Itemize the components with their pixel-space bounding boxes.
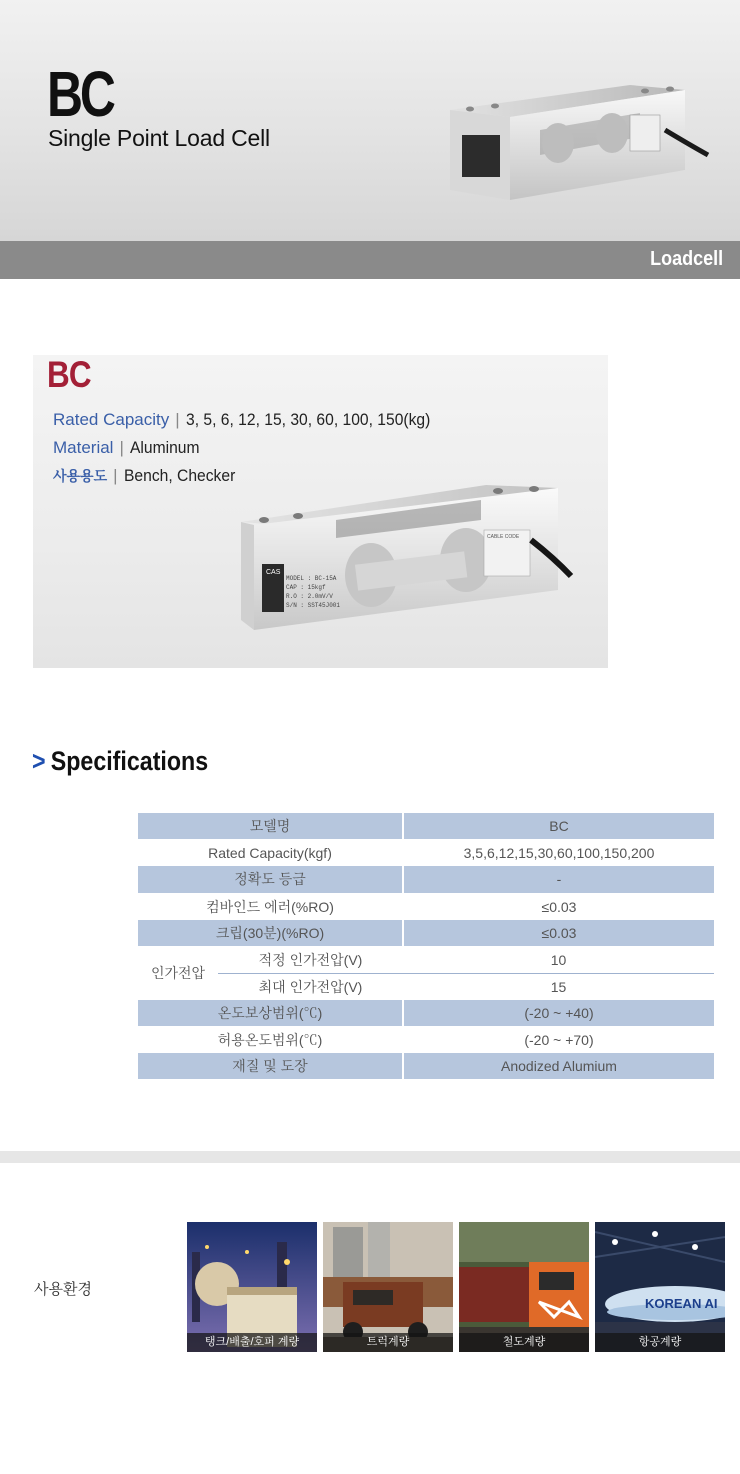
spec-capacity-value: 3, 5, 6, 12, 15, 30, 60, 100, 150(kg)	[185, 410, 430, 429]
table-row	[138, 973, 714, 1000]
product-title: BC	[47, 354, 91, 395]
table-row	[138, 1000, 714, 1027]
table-cell-group-label: 인가전압	[150, 965, 206, 982]
table-cell-value: ≤0.03	[403, 920, 714, 947]
table-cell-value: 15	[550, 978, 567, 995]
header-title: BC	[47, 58, 113, 130]
label-plate-line-2: CAP : 15kgf	[286, 584, 326, 591]
table-cell-value: ≤0.03	[541, 898, 577, 915]
tank-photo	[187, 1222, 317, 1352]
specifications-heading-text: Specifications	[50, 746, 209, 776]
label-plate-cable-code: CABLE CODE	[487, 534, 520, 540]
railway-photo-caption: 철도계량	[459, 1333, 589, 1352]
spec-capacity	[53, 410, 451, 430]
separator: |	[113, 466, 118, 485]
table-cell-label: 모델명	[138, 813, 403, 840]
table-cell-value: BC	[403, 813, 714, 840]
aircraft-photo	[595, 1222, 725, 1352]
separator: |	[119, 438, 124, 457]
spec-material	[53, 438, 205, 458]
table-cell-label: 크립(30분)(%RO)	[138, 920, 403, 947]
aircraft-photo-caption: 항공계량	[595, 1333, 725, 1352]
table-cell-value: 10	[403, 946, 714, 973]
table-row	[138, 813, 714, 840]
railway-photo	[459, 1222, 589, 1352]
environment-label: 사용환경	[34, 1281, 92, 1298]
table-cell-value: 3,5,6,12,15,30,60,100,150,200	[463, 845, 655, 862]
label-plate-line-3: R.O : 2.0mV/V	[286, 593, 333, 600]
spec-usage-label: 사용용도	[53, 468, 108, 484]
label-plate-brand: CAS	[266, 569, 281, 576]
spec-usage	[53, 466, 244, 486]
spec-capacity-label: Rated Capacity	[53, 410, 170, 429]
table-row	[138, 946, 714, 973]
spec-material-label: Material	[53, 438, 114, 457]
chevron-right-icon: >	[32, 746, 46, 776]
table-cell-label: Rated Capacity(kgf)	[138, 840, 403, 867]
label-plate-line-1: MODEL : BC-15A	[286, 575, 337, 582]
table-cell-label: 허용온도범위(℃)	[138, 1027, 403, 1054]
tank-photo-caption: 탱크/배출/호퍼 계량	[187, 1333, 317, 1352]
table-row	[138, 1053, 714, 1080]
aircraft-livery-text: KOREAN AI	[645, 1296, 718, 1311]
table-cell-label: 온도보상범위(℃)	[138, 1000, 403, 1027]
table-cell-value: Anodized Alumium	[403, 1053, 714, 1080]
table-row	[138, 866, 714, 893]
load-cell-image	[440, 75, 710, 205]
table-cell-value: (-20 ~ +40)	[403, 1000, 714, 1027]
table-row	[138, 893, 714, 920]
category-label: Loadcell	[649, 248, 723, 270]
section-divider	[0, 1151, 740, 1163]
table-cell-label: 적정 인가전압(V)	[218, 946, 403, 973]
table-row	[138, 1027, 714, 1054]
table-cell-label: 컴바인드 에러(%RO)	[138, 893, 403, 920]
truck-photo	[323, 1222, 453, 1352]
table-row	[138, 920, 714, 947]
header-banner	[0, 0, 740, 241]
table-cell-label: 재질 및 도장	[138, 1053, 403, 1080]
separator: |	[175, 410, 180, 429]
truck-photo-caption: 트럭계량	[323, 1333, 453, 1352]
spec-usage-value: Bench, Checker	[123, 466, 235, 485]
category-band	[0, 241, 740, 279]
spec-material-value: Aluminum	[129, 438, 200, 457]
label-plate-line-4: S/N : SST45J001	[286, 602, 341, 609]
specifications-heading	[32, 746, 208, 777]
table-cell-label: 정확도 등급	[138, 866, 403, 893]
specifications-table	[138, 813, 714, 1080]
table-cell-value: (-20 ~ +70)	[524, 1032, 594, 1049]
header-subtitle: Single Point Load Cell	[48, 125, 270, 151]
table-cell-value: -	[403, 866, 714, 893]
load-cell-detail-image	[236, 480, 576, 640]
table-cell-label: 최대 인가전압(V)	[258, 978, 363, 995]
table-row	[138, 840, 714, 867]
